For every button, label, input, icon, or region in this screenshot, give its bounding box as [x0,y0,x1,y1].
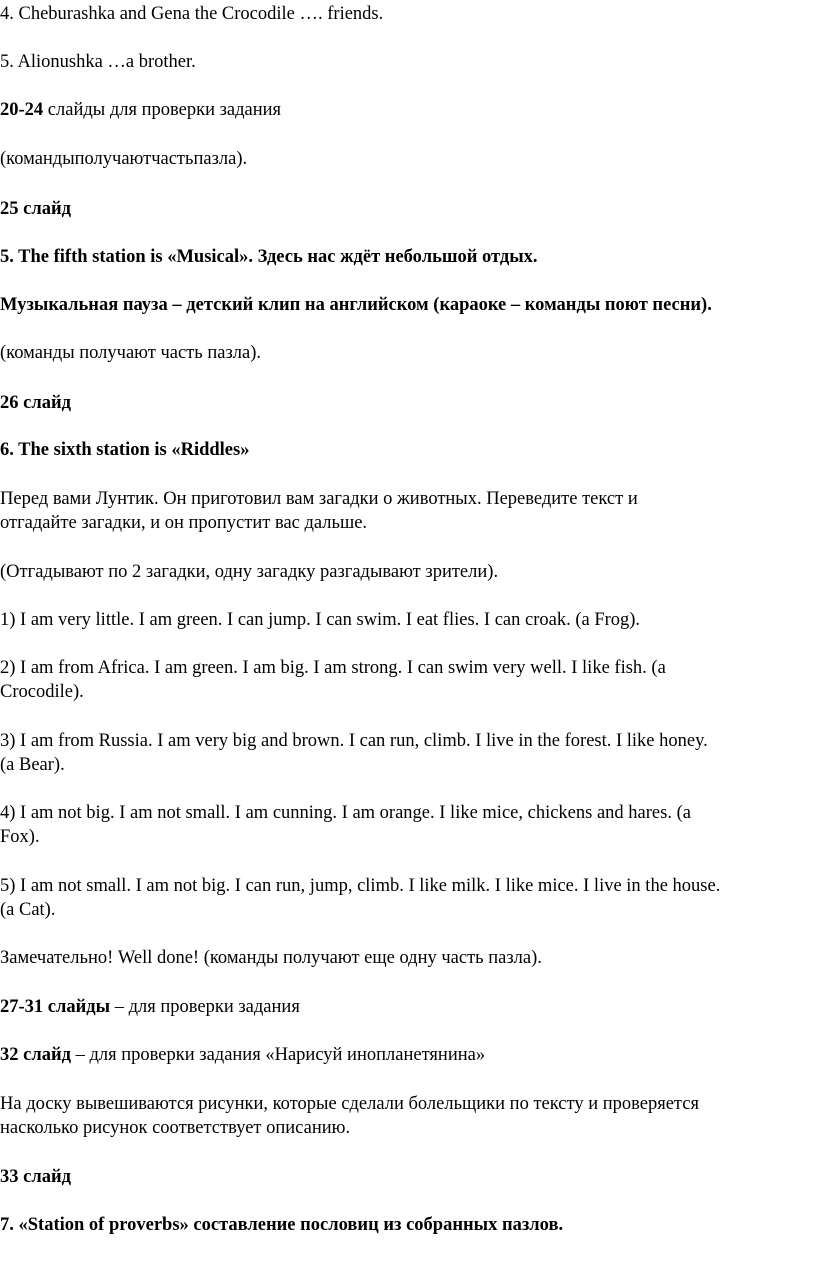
riddle-4-line-1: 4) I am not big. I am not small. I am cunning. I am orange. I like mice, chickens and hares. (a [0,803,691,823]
proverbs-station-text: 7. «Station of proverbs» составление пословиц из собранных пазлов. [0,1215,564,1235]
riddle-4 [0,801,816,849]
riddle-4-line-2: Fox). [0,827,40,847]
sixth-station-text: 6. The sixth station is «Riddles» [0,440,250,460]
heading-sixth-station [0,438,816,462]
exercise-5-text: 5. Alionushka …a brother. [0,52,196,72]
heading-slide-25 [0,197,816,221]
paragraph-well-done [0,946,816,970]
slide-26-text: 26 слайд [0,393,71,413]
paragraph-exercise-5 [0,50,816,74]
riddle-5 [0,874,816,922]
paragraph-puzzle-note-1 [0,147,816,171]
fifth-station-text: 5. The fifth station is «Musical». Здесь нас ждёт небольшой отдых. [0,247,538,267]
slide-33-text: 33 слайд [0,1167,71,1187]
paragraph-music-pause [0,293,816,317]
music-pause-text: Музыкальная пауза – детский клип на английском (караоке – команды поют песни). [0,295,712,315]
slides-20-24-text: слайды для проверки задания [43,100,282,120]
riddle-1-text: 1) I am very little. I am green. I can jump. I can swim. I eat flies. I can croak. (a Frog). [0,610,641,630]
paragraph-exercise-4 [0,2,816,26]
slides-27-31-label: 27-31 слайды [0,997,111,1017]
paragraph-slide-32 [0,1043,816,1067]
paragraph-slides-20-24 [0,98,816,122]
slide-25-text: 25 слайд [0,199,71,219]
riddle-3-line-1: 3) I am from Russia. I am very big and brown. I can run, climb. I live in the forest. I like honey. [0,731,708,751]
riddle-2-line-2: Crocodile). [0,682,84,702]
exercise-4-text: 4. Cheburashka and Gena the Crocodile …. friends. [0,4,384,24]
slide-32-label: 32 слайд [0,1045,71,1065]
riddle-3-line-2: (a Bear). [0,755,65,775]
heading-slide-26 [0,391,816,415]
riddle-rules-text: (Отгадывают по 2 загадки, одну загадку разгадывают зрители). [0,562,499,582]
riddle-1 [0,608,816,632]
drawings-check-line-2: насколько рисунок соответствует описанию. [0,1118,351,1138]
paragraph-slides-27-31 [0,995,816,1019]
puzzle-note-1-text: (командыполучаютчастьпазла). [0,149,248,169]
well-done-text: Замечательно! Well done! (команды получают еще одну часть пазла). [0,948,542,968]
luntik-intro-line-1: Перед вами Лунтик. Он приготовил вам загадки о животных. Переведите текст и [0,489,638,509]
heading-slide-33 [0,1165,816,1189]
riddle-3 [0,729,816,777]
luntik-intro-line-2: отгадайте загадки, и он пропустит вас дальше. [0,513,368,533]
riddle-2-line-1: 2) I am from Africa. I am green. I am big. I am strong. I can swim very well. I like fish. (a [0,658,666,678]
heading-fifth-station [0,245,816,269]
heading-proverbs-station [0,1213,816,1237]
slides-20-24-label: 20-24 [0,100,44,120]
slides-27-31-text: – для проверки задания [110,997,300,1017]
puzzle-note-2-text: (команды получают часть пазла). [0,343,261,363]
paragraph-drawings-check [0,1092,816,1140]
paragraph-luntik-intro [0,487,816,535]
paragraph-puzzle-note-2 [0,341,816,365]
riddle-5-line-2: (a Cat). [0,900,56,920]
paragraph-riddle-rules [0,560,816,584]
drawings-check-line-1: На доску вывешиваются рисунки, которые сделали болельщики по тексту и проверяется [0,1094,699,1114]
riddle-2 [0,656,816,704]
riddle-5-line-1: 5) I am not small. I am not big. I can run, jump, climb. I like milk. I like mice. I live in the house. [0,876,721,896]
slide-32-text: – для проверки задания «Нарисуй инопланетянина» [70,1045,486,1065]
